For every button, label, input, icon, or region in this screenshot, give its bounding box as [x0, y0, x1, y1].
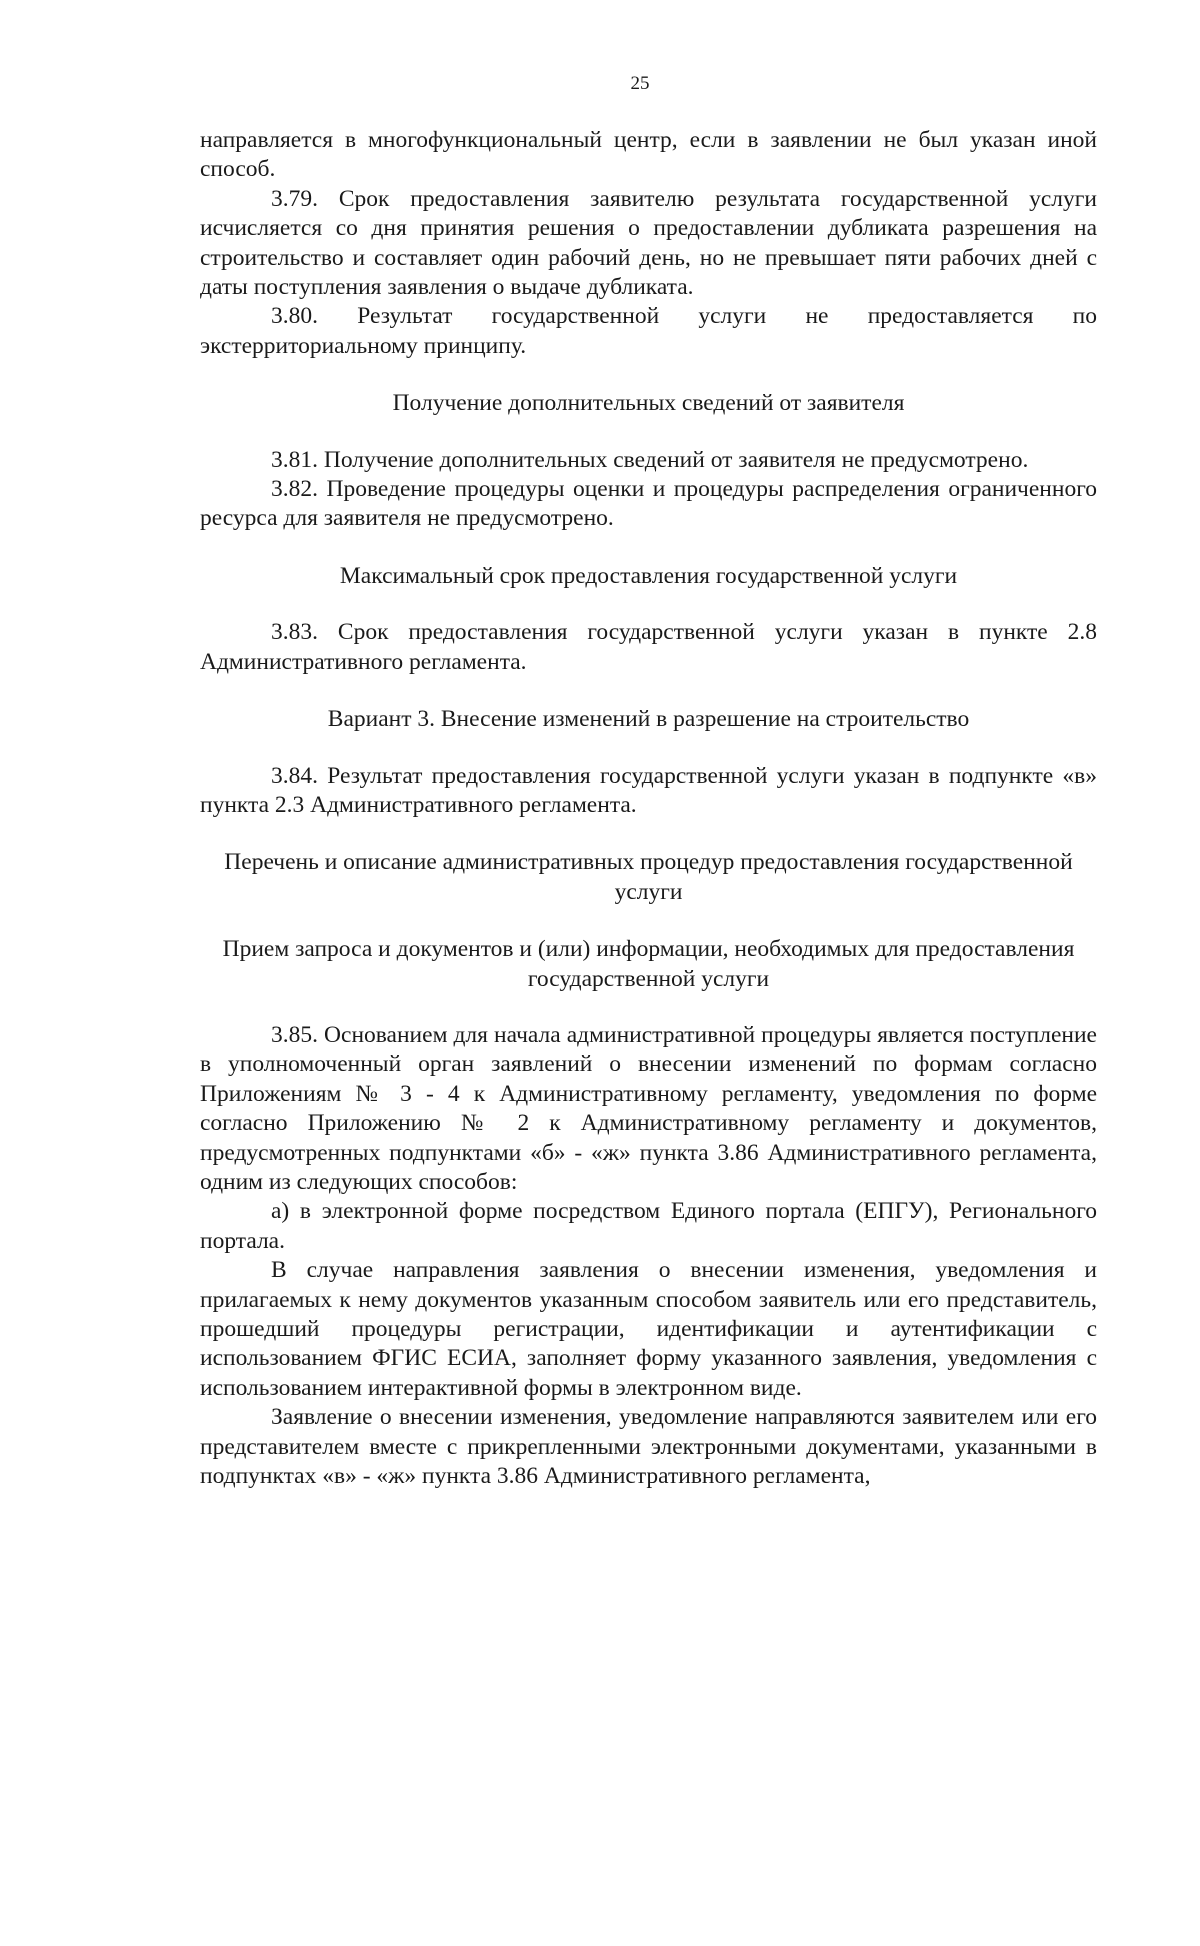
- paragraph-continuation: направляется в многофункциональный центр, если в заявлении не был указан иной способ.: [200, 127, 1097, 183]
- paragraph-applicant-submission: В случае направления заявления о внесении изменения, уведомления и прилагаемых к нему документов указанным способом заявитель или его представитель, прошедший процедуры регистрации, идентификации и аутентификации с использованием ФГИС ЕСИА, заполняет форму указанного заявления, уведомления с использованием интерактивной формы в электронном виде.: [200, 1257, 1097, 1401]
- paragraph-electronic-form: а) в электронной форме посредством Единого портала (ЕПГУ), Регионального портала.: [200, 1198, 1097, 1254]
- paragraph-3-79: 3.79. Срок предоставления заявителю результата государственной услуги исчисляется со дня принятия решения о предоставлении дубликата разрешения на строительство и составляет один рабочий день, но не превышает пяти рабочих дней с даты поступления заявления о выдаче дубликата.: [200, 185, 1097, 301]
- heading-max-term: Максимальный срок предоставления государственной услуги: [339, 562, 958, 589]
- heading-request-reception: Прием запроса и документов и (или) информации, необходимых для предоставления государственной услуги: [222, 936, 1075, 992]
- paragraph-3-83: 3.83. Срок предоставления государственной услуги указан в пункте 2.8 Административного регламента.: [200, 619, 1097, 675]
- paragraph-3-84: 3.84. Результат предоставления государственной услуги указан в подпункте «в» пункта 2.3 Административного регламента.: [200, 762, 1097, 818]
- page-number: 25: [630, 73, 650, 94]
- paragraph-3-85: 3.85. Основанием для начала административной процедуры является поступление в уполномоченный орган заявлений о внесении изменений по формам согласно Приложениям № 3 - 4 к Административному регламенту, уведомления по форме согласно Приложению № 2 к Административному регламенту и документов, предусмотренных подпунктами «б» - «ж» пункта 3.86 Административного регламента, одним из следующих способов:: [200, 1021, 1097, 1195]
- heading-procedures-list: Перечень и описание административных процедур предоставления государственной услуги: [224, 849, 1073, 905]
- heading-variant-3: Вариант 3. Внесение изменений в разрешение на строительство: [327, 706, 970, 733]
- paragraph-statement-sending: Заявление о внесении изменения, уведомление направляются заявителем или его представителем вместе с прикрепленными электронными документами, указанными в подпунктах «в» - «ж» пункта 3.86 Административного регламента,: [200, 1404, 1097, 1490]
- paragraph-3-81: 3.81. Получение дополнительных сведений от заявителя не предусмотрено.: [271, 446, 1029, 473]
- document-body: [200, 126, 1097, 1491]
- paragraph-3-80: 3.80. Результат государственной услуги не предоставляется по экстерриториальному принципу.: [200, 303, 1097, 359]
- heading-additional-info: Получение дополнительных сведений от заявителя: [392, 390, 905, 417]
- paragraph-3-82: 3.82. Проведение процедуры оценки и процедуры распределения ограниченного ресурса для заявителя не предусмотрено.: [200, 476, 1097, 532]
